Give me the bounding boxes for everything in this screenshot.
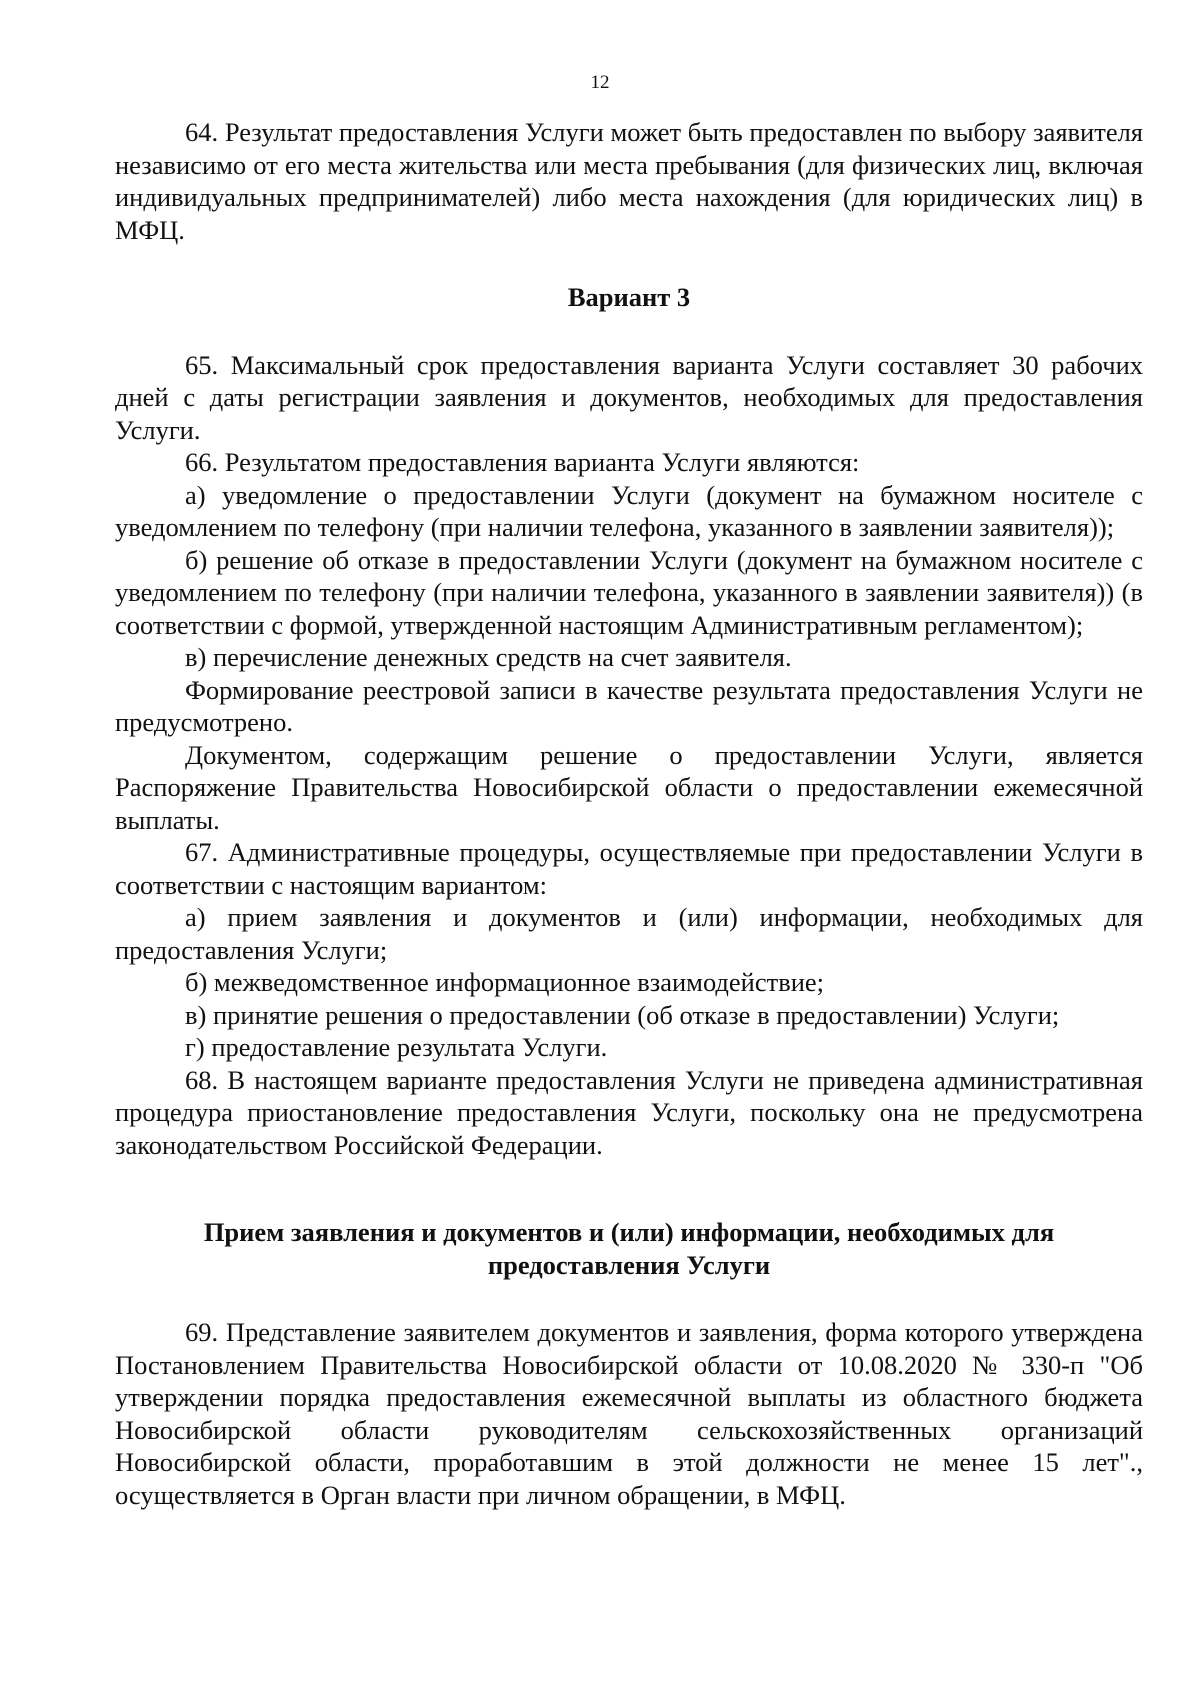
paragraph-decision-document: Документом, содержащим решение о предоставлении Услуги, является Распоряжение Правительства Новосибирской области о предоставлении ежемесячной выплаты.	[115, 739, 1143, 835]
paragraph-67-g: г) предоставление результата Услуги.	[185, 1032, 608, 1062]
variant-heading: Вариант 3	[567, 282, 691, 312]
paragraph-67-v: в) принятие решения о предоставлении (об отказе в предоставлении) Услуги;	[185, 999, 1060, 1030]
paragraph-67-b: б) межведомственное информационное взаимодействие;	[185, 967, 825, 997]
paragraph-67-a: а) прием заявления и документов и (или) информации, необходимых для предоставления Услуги;	[115, 902, 1143, 965]
paragraph-66-a: а) уведомление о предоставлении Услуги (документ на бумажном носителе с уведомлением по телефону (при наличии телефона, указанного в заявлении заявителя));	[115, 479, 1143, 542]
document-body	[115, 116, 1143, 1511]
paragraph-67: 67. Административные процедуры, осуществляемые при предоставлении Услуги в соответствии с настоящим вариантом:	[115, 837, 1143, 900]
paragraph-64: 64. Результат предоставления Услуги может быть предоставлен по выбору заявителя независимо от его места жительства или места пребывания (для физических лиц, включая индивидуальных предпринимателей) либо места нахождения (для юридических лиц) в МФЦ.	[115, 117, 1143, 245]
paragraph-69: 69. Представление заявителем документов и заявления, форма которого утверждена Постановлением Правительства Новосибирской области от 10.08.2020 № 330-п "Об утверждении порядка предоставления ежемесячной выплаты из областного бюджета Новосибирской области руководителям сельскохозяйственных организаций Новосибирской области, проработавшим в этой должности не менее 15 лет"., осуществляется в Орган власти при личном обращении, в МФЦ.	[115, 1317, 1143, 1510]
paragraph-66: 66. Результатом предоставления варианта Услуги являются:	[185, 447, 860, 477]
paragraph-registry-record: Формирование реестровой записи в качестве результата предоставления Услуги не предусмотрено.	[115, 674, 1143, 737]
page-number: 12	[590, 72, 610, 93]
paragraph-65: 65. Максимальный срок предоставления варианта Услуги составляет 30 рабочих дней с даты регистрации заявления и документов, необходимых для предоставления Услуги.	[115, 349, 1143, 445]
section-heading: Прием заявления и документов и (или) информации, необходимых для предоставления Услуги	[203, 1217, 1055, 1280]
paragraph-66-b: б) решение об отказе в предоставлении Услуги (документ на бумажном носителе с уведомлением по телефону (при наличии телефона, указанного в заявлении заявителя)) (в соответствии с формой, утвержденной настоящим Административным регламентом);	[115, 544, 1143, 640]
paragraph-68: 68. В настоящем варианте предоставления Услуги не приведена административная процедура приостановление предоставления Услуги, поскольку она не предусмотрена законодательством Российской Федерации.	[115, 1064, 1143, 1160]
paragraph-66-v: в) перечисление денежных средств на счет заявителя.	[185, 642, 792, 672]
